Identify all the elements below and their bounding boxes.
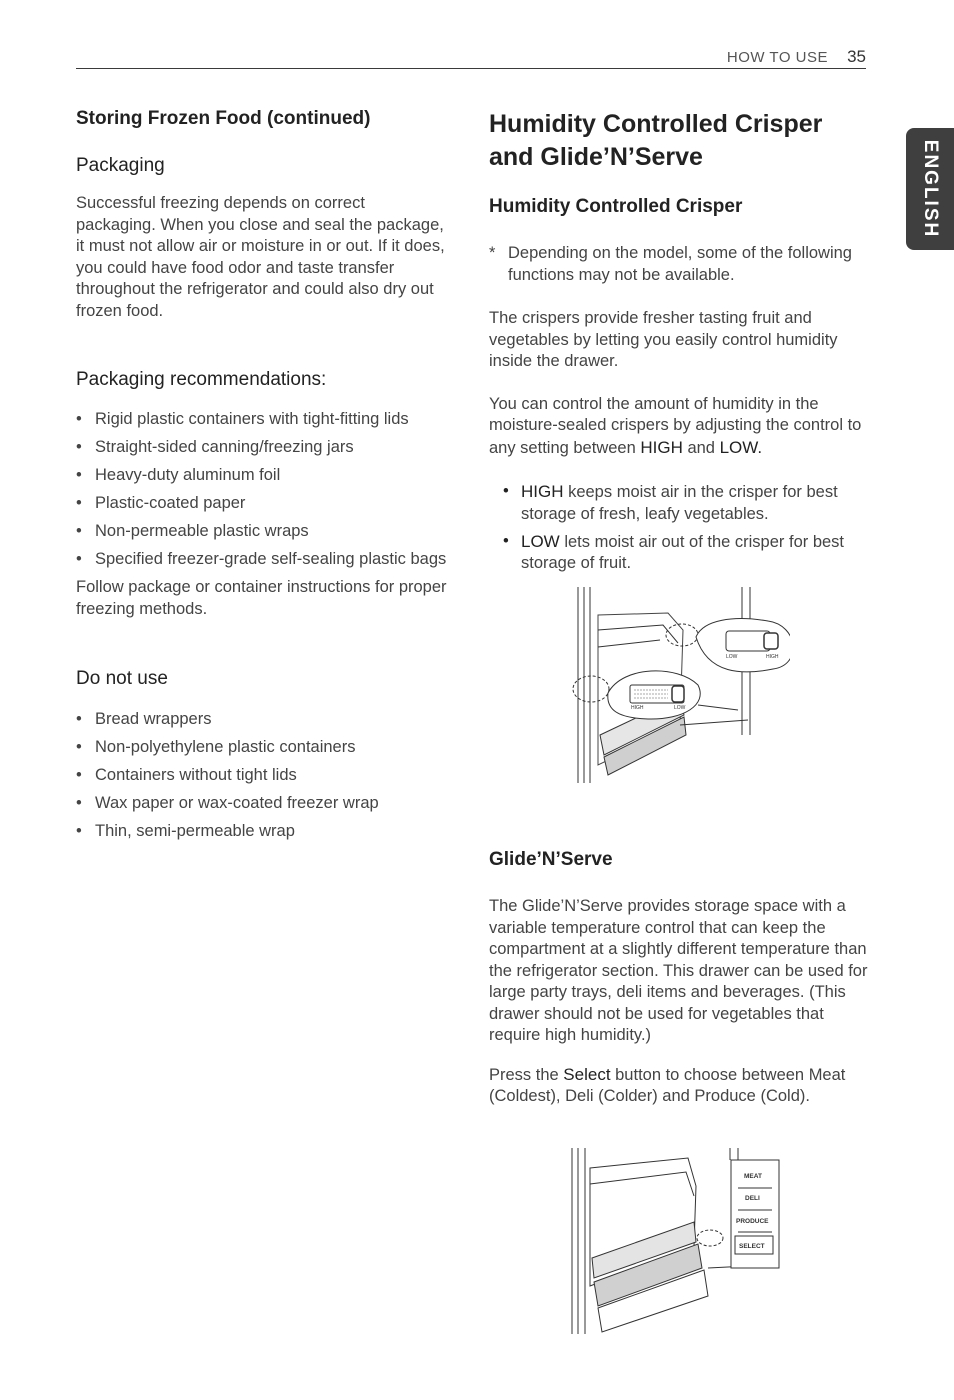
bullet-term-high: HIGH — [521, 482, 564, 501]
packaging-text: Successful freezing depends on correct packaging. When you close and seal the package, it must not allow air or moisture in or out. If it does, you could have food odor and taste transfer throughout the refrigerator and could also dry out frozen food. — [76, 194, 445, 320]
page-title: Humidity Controlled Crisper and Glide’N’Serve — [489, 110, 823, 171]
crisper-p2-text: You can control the amount of humidity in the moisture-sealed crispers by adjusting the control to any setting between — [489, 394, 862, 457]
do-not-use-heading: Do not use — [76, 668, 168, 689]
list-item: • Straight-sided canning/freezing jars — [76, 437, 448, 459]
glide-p2-after: button to choose between Meat (Coldest), Deli (Colder) and Produce (Cold). — [489, 1065, 846, 1105]
note-asterisk: * — [489, 244, 496, 262]
glide-option-meat: MEAT — [744, 1173, 762, 1180]
list-item: • Wax paper or wax-coated freezer wrap — [76, 793, 448, 815]
list-item: • Bread wrappers — [76, 709, 448, 731]
dial-label-high: HIGH — [766, 654, 779, 660]
recommendations-list — [76, 409, 448, 571]
glide-option-deli: DELI — [745, 1195, 760, 1202]
term-low: LOW. — [719, 437, 763, 457]
list-item: • Rigid plastic containers with tight-fitting lids — [76, 409, 448, 431]
model-note — [489, 243, 869, 286]
glide-section — [489, 849, 869, 1108]
humidity-bullets — [489, 481, 869, 575]
list-item: • Non-polyethylene plastic containers — [76, 737, 448, 759]
crisper-illustration — [568, 585, 790, 785]
page-number: 35 — [847, 47, 866, 66]
glide-paragraph-1: The Glide’N’Serve provides storage space with a variable temperature control that can keep the compartment at a slightly different temperature than the refrigerator section. This drawer can be used for large party trays, deli items and beverages. (This drawer should not be used for vegetables that require high humidity.) — [489, 897, 868, 1044]
glide-option-produce: PRODUCE — [736, 1218, 769, 1225]
right-column — [489, 108, 869, 580]
crisper-p2-and: and — [682, 438, 720, 457]
glide-paragraph-2 — [489, 1064, 869, 1108]
language-tab-label: ENGLISH — [920, 139, 941, 239]
crisper-heading: Humidity Controlled Crisper — [489, 196, 743, 217]
list-item — [489, 531, 869, 575]
packaging-heading: Packaging — [76, 155, 165, 176]
bullet-term-low: LOW — [521, 531, 560, 551]
glide-heading: Glide’N’Serve — [489, 849, 613, 870]
recommendations-footer: Follow package or container instructions for proper freezing methods. — [76, 578, 447, 618]
term-high: HIGH — [640, 437, 683, 457]
left-column — [76, 108, 448, 849]
list-item: • Containers without tight lids — [76, 765, 448, 787]
recommendations-heading: Packaging recommendations: — [76, 369, 327, 390]
bullet-text: keeps moist air in the crisper for best storage of fresh, leafy vegetables. — [521, 483, 838, 523]
page-header — [76, 46, 866, 69]
glide-p2-before: Press the — [489, 1065, 564, 1084]
bullet-text: lets moist air out of the crisper for best storage of fruit. — [521, 532, 845, 572]
slider-label-high: HIGH — [631, 705, 644, 711]
list-item: • Non-permeable plastic wraps — [76, 521, 448, 543]
crisper-paragraph-2 — [489, 394, 869, 460]
storing-frozen-title: Storing Frozen Food (continued) — [76, 108, 371, 129]
slider-label-low: LOW — [674, 705, 686, 711]
do-not-use-list — [76, 709, 448, 843]
list-item: • Plastic-coated paper — [76, 493, 448, 515]
list-item — [489, 481, 869, 525]
glide-serve-illustration — [568, 1146, 784, 1336]
list-item: • Heavy-duty aluminum foil — [76, 465, 448, 487]
term-select: Select — [563, 1064, 611, 1084]
crisper-paragraph-1: The crispers provide fresher tasting fruit and vegetables by letting you easily control humidity inside the drawer. — [489, 309, 838, 370]
header-section: HOW TO USE — [726, 49, 828, 66]
note-text: Depending on the model, some of the following functions may not be available. — [508, 244, 852, 284]
list-item: • Thin, semi-permeable wrap — [76, 821, 448, 843]
dial-label-low: LOW — [726, 654, 738, 660]
list-item: • Specified freezer-grade self-sealing plastic bags — [76, 549, 448, 571]
select-button-label: SELECT — [739, 1243, 765, 1250]
language-tab — [906, 128, 954, 250]
